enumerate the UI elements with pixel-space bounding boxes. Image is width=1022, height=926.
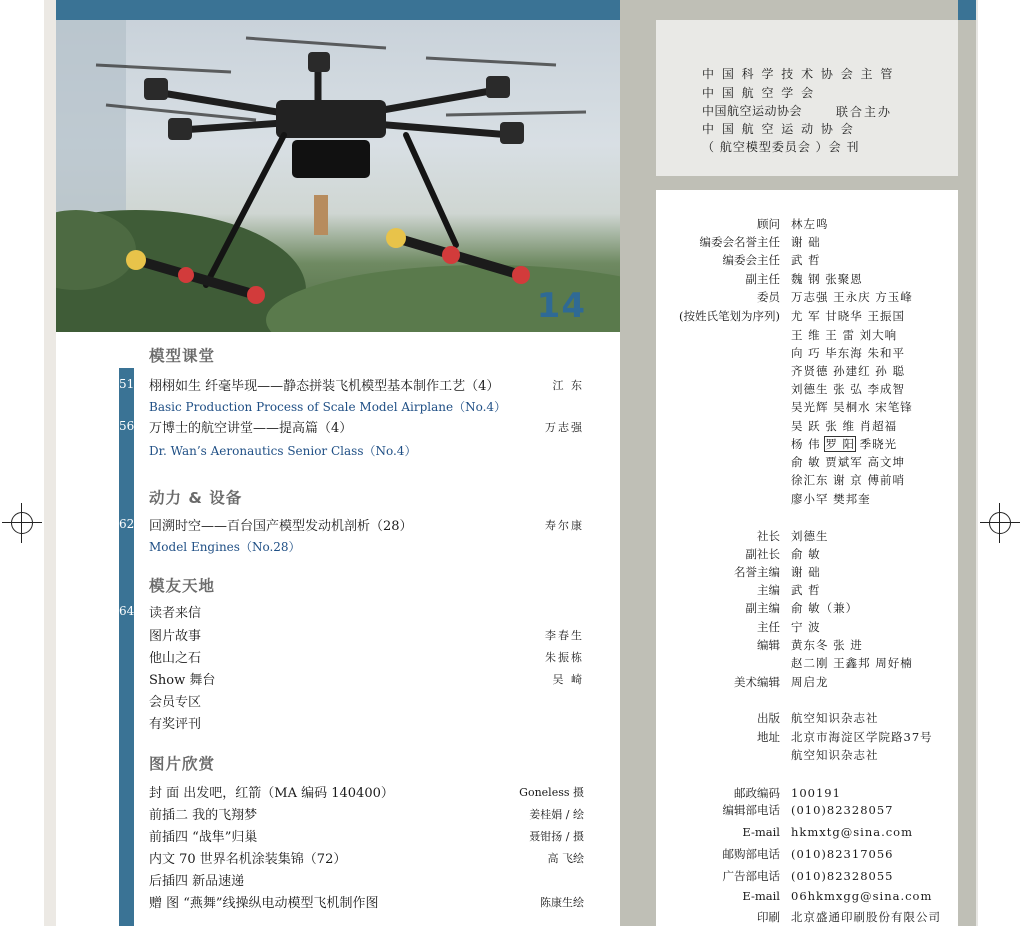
masthead-row xyxy=(656,270,958,288)
contact-value: 北京盛通印刷股份有限公司 xyxy=(791,910,941,924)
article-title[interactable]: 前插二 我的飞翔梦 xyxy=(149,808,258,823)
masthead-row xyxy=(656,380,958,398)
masthead-row xyxy=(656,233,958,251)
masthead-row xyxy=(656,417,958,435)
page-margin-left xyxy=(0,0,44,926)
person-name: 尤 军 甘晓华 王振国 xyxy=(791,309,905,323)
masthead-row xyxy=(656,801,958,819)
role-label: 副主编 xyxy=(745,601,780,615)
section-heading: 模型课堂 xyxy=(149,347,216,365)
contact-value: (010)82328057 xyxy=(791,803,894,817)
masthead-row xyxy=(656,581,958,599)
masthead-row xyxy=(656,326,958,344)
masthead-row xyxy=(656,746,958,764)
contact-label: 邮政编码 xyxy=(734,786,780,800)
page-number: 51 xyxy=(119,377,135,391)
masthead-row xyxy=(656,215,958,233)
role-label: 地址 xyxy=(757,730,780,744)
role-label: (按姓氏笔划为序列) xyxy=(679,309,780,323)
contact-label: 广告部电话 xyxy=(722,869,780,883)
masthead-row xyxy=(656,398,958,416)
article-title[interactable]: 会员专区 xyxy=(149,695,202,710)
contact-value: (010)82328055 xyxy=(791,869,894,883)
page-number: 56 xyxy=(119,419,135,433)
article-title[interactable]: 内文 70 世界名机涂装集锦（72） xyxy=(149,852,347,867)
toc-page-number-bar xyxy=(119,368,134,926)
masthead-row xyxy=(656,563,958,581)
role-label: 社长 xyxy=(757,529,780,543)
section-heading: 图片欣赏 xyxy=(149,755,216,773)
article-title-english[interactable]: Dr. Wan’s Aeronautics Senior Class（No.4） xyxy=(149,444,417,458)
person-name: 廖小罕 樊邦奎 xyxy=(791,492,871,506)
person-name: 王 维 王 雷 刘大响 xyxy=(791,328,898,342)
publisher-line: 中 国 科 学 技 术 协 会 主 管 xyxy=(702,67,895,81)
masthead xyxy=(656,190,958,926)
masthead-row xyxy=(656,845,958,863)
masthead-row xyxy=(656,636,958,654)
article-title[interactable]: 前插四 “战隼”归巢 xyxy=(149,830,258,845)
section-heading: 模友天地 xyxy=(149,577,216,595)
masthead-row xyxy=(656,709,958,727)
email-link[interactable]: hkmxtg@sina.com xyxy=(791,825,914,839)
masthead-row xyxy=(656,527,958,545)
masthead-row xyxy=(656,728,958,746)
article-title[interactable]: 图片故事 xyxy=(149,629,202,644)
article-title[interactable]: 他山之石 xyxy=(149,651,202,666)
person-name: 谢 础 xyxy=(791,235,821,249)
person-name: 魏 钢 张聚恩 xyxy=(791,272,863,286)
article-author: 聂钳扬 / 摄 xyxy=(529,830,584,843)
contact-label: E-mail xyxy=(742,889,780,903)
cover-photo-quadcopter xyxy=(56,20,620,332)
masthead-row xyxy=(656,251,958,269)
publisher-line: 中 国 航 空 运 动 协 会 xyxy=(702,122,855,136)
masthead-row xyxy=(656,887,958,905)
contact-label: 邮购部电话 xyxy=(722,847,780,861)
email-link[interactable]: 06hkmxgg@sina.com xyxy=(791,889,933,903)
role-label: 主任 xyxy=(757,620,780,634)
masthead-row xyxy=(656,471,958,489)
page-number: 62 xyxy=(119,517,135,531)
registration-mark-right xyxy=(980,503,1020,543)
role-label: 名誉主编 xyxy=(734,565,780,579)
masthead-row xyxy=(656,654,958,672)
article-title[interactable]: 栩栩如生 纤毫毕现——静态拼装飞机模型基本制作工艺（4） xyxy=(149,379,500,394)
role-label: 委员 xyxy=(757,290,780,304)
header-color-bar xyxy=(56,0,656,20)
person-name xyxy=(791,435,897,453)
person-name: 刘德生 张 弘 李成智 xyxy=(791,382,905,396)
article-author: 寿尔康 xyxy=(545,519,584,532)
masthead-row xyxy=(656,453,958,471)
role-label: 副社长 xyxy=(745,547,780,561)
contact-value: (010)82317056 xyxy=(791,847,894,861)
article-title-english[interactable]: Model Engines（No.28） xyxy=(149,540,301,554)
article-author: 陈康生绘 xyxy=(540,896,584,909)
masthead-row xyxy=(656,362,958,380)
article-title[interactable]: 回溯时空——百台国产模型发动机剖析（28） xyxy=(149,519,413,534)
masthead-row xyxy=(656,490,958,508)
role-label: 副主任 xyxy=(745,272,780,286)
person-name: 万志强 王永庆 方玉峰 xyxy=(791,290,913,304)
person-name: 赵二刚 王鑫邦 周好楠 xyxy=(791,656,913,670)
role-label: 编委会名誉主任 xyxy=(699,235,780,249)
person-name: 吴光辉 吴桐水 宋笔锋 xyxy=(791,400,913,414)
table-of-contents xyxy=(56,332,620,926)
person-name: 林左鸣 xyxy=(791,217,829,231)
person-name: 俞 敏（兼） xyxy=(791,601,859,615)
masthead-row xyxy=(656,673,958,691)
role-label: 编委会主任 xyxy=(722,253,780,267)
person-name-part: 杨 伟 xyxy=(791,437,826,451)
masthead-row xyxy=(656,784,958,802)
article-title[interactable]: 封 面 出发吧，红箭（MA 编码 140400） xyxy=(149,786,394,801)
address: 北京市海淀区学院路37号 xyxy=(791,730,933,744)
address: 航空知识杂志社 xyxy=(791,748,879,762)
masthead-row xyxy=(656,618,958,636)
masthead-row xyxy=(656,823,958,841)
article-author: 江 东 xyxy=(552,379,584,392)
role-label: 编辑 xyxy=(757,638,780,652)
spine-strip xyxy=(44,0,56,926)
article-author: 李春生 xyxy=(545,629,584,642)
person-name: 宁 波 xyxy=(791,620,821,634)
page-edge-line xyxy=(976,0,978,926)
publisher-joint-label: 联合主办 xyxy=(836,104,893,119)
masthead-row xyxy=(656,307,958,325)
article-author: Goneless 摄 xyxy=(519,786,584,799)
masthead-row xyxy=(656,435,958,453)
masthead-row xyxy=(656,867,958,885)
publisher-line: 中国航空运动协会 xyxy=(702,104,803,118)
person-name-part: 季晓光 xyxy=(854,437,898,451)
section-heading: 动力 & 设备 xyxy=(149,489,243,507)
issue-number: 14 xyxy=(536,286,586,326)
role-label: 主编 xyxy=(757,583,780,597)
masthead-row xyxy=(656,599,958,617)
role-label: 顾问 xyxy=(757,217,780,231)
person-name: 俞 敏 xyxy=(791,547,821,561)
page-number: 64 xyxy=(119,604,135,618)
person-name: 俞 敏 贾斌军 高文坤 xyxy=(791,455,905,469)
masthead-row xyxy=(656,545,958,563)
publisher-name: 航空知识杂志社 xyxy=(791,711,879,725)
person-name: 武 哲 xyxy=(791,583,821,597)
contact-value: 100191 xyxy=(791,786,841,800)
person-name: 向 巧 毕东海 朱和平 xyxy=(791,346,905,360)
registration-mark-left xyxy=(2,503,42,543)
role-label: 出版 xyxy=(757,711,780,725)
contact-label: 印刷 xyxy=(757,910,780,924)
article-title[interactable]: 赠 图 “燕舞”线操纵电动模型飞机制作图 xyxy=(149,896,379,911)
article-author: 朱振栋 xyxy=(545,651,584,664)
header-accent-bar xyxy=(958,0,976,20)
article-title[interactable]: 有奖评刊 xyxy=(149,717,202,732)
masthead-row xyxy=(656,288,958,306)
masthead-row xyxy=(656,344,958,362)
article-title[interactable]: 后插四 新品速递 xyxy=(149,874,245,889)
publisher-line: 中 国 航 空 学 会 xyxy=(702,86,816,100)
article-title[interactable]: 万博士的航空讲堂——提高篇（4） xyxy=(149,421,353,436)
person-name: 周启龙 xyxy=(791,675,829,689)
publisher-line: （ 航空模型委员会 ）会 刊 xyxy=(702,140,860,154)
article-title[interactable]: Show 舞台 xyxy=(149,673,216,688)
article-title-english[interactable]: Basic Production Process of Scale Model Airplane（No.4） xyxy=(149,400,507,414)
person-name: 徐汇东 谢 京 傅前哨 xyxy=(791,473,905,487)
masthead-row xyxy=(656,908,958,926)
page-margin-right xyxy=(976,0,1022,926)
person-name: 齐贤德 孙建红 孙 聪 xyxy=(791,364,905,378)
role-label: 美术编辑 xyxy=(734,675,780,689)
person-name: 吴 跃 张 维 肖超福 xyxy=(791,419,898,433)
article-author: 万志强 xyxy=(545,421,584,434)
publisher-box xyxy=(656,20,958,176)
article-author: 高 飞绘 xyxy=(547,852,584,865)
article-author: 姜桂娟 / 绘 xyxy=(529,808,584,821)
article-title[interactable]: 读者来信 xyxy=(149,606,202,621)
contact-label: E-mail xyxy=(742,825,780,839)
article-author: 吴 崎 xyxy=(552,673,584,686)
person-name: 武 哲 xyxy=(791,253,821,267)
person-name: 刘德生 xyxy=(791,529,829,543)
person-name-boxed: 罗 阳 xyxy=(825,437,855,451)
person-name: 黄东冬 张 进 xyxy=(791,638,863,652)
contact-label: 编辑部电话 xyxy=(722,803,780,817)
person-name: 谢 础 xyxy=(791,565,821,579)
